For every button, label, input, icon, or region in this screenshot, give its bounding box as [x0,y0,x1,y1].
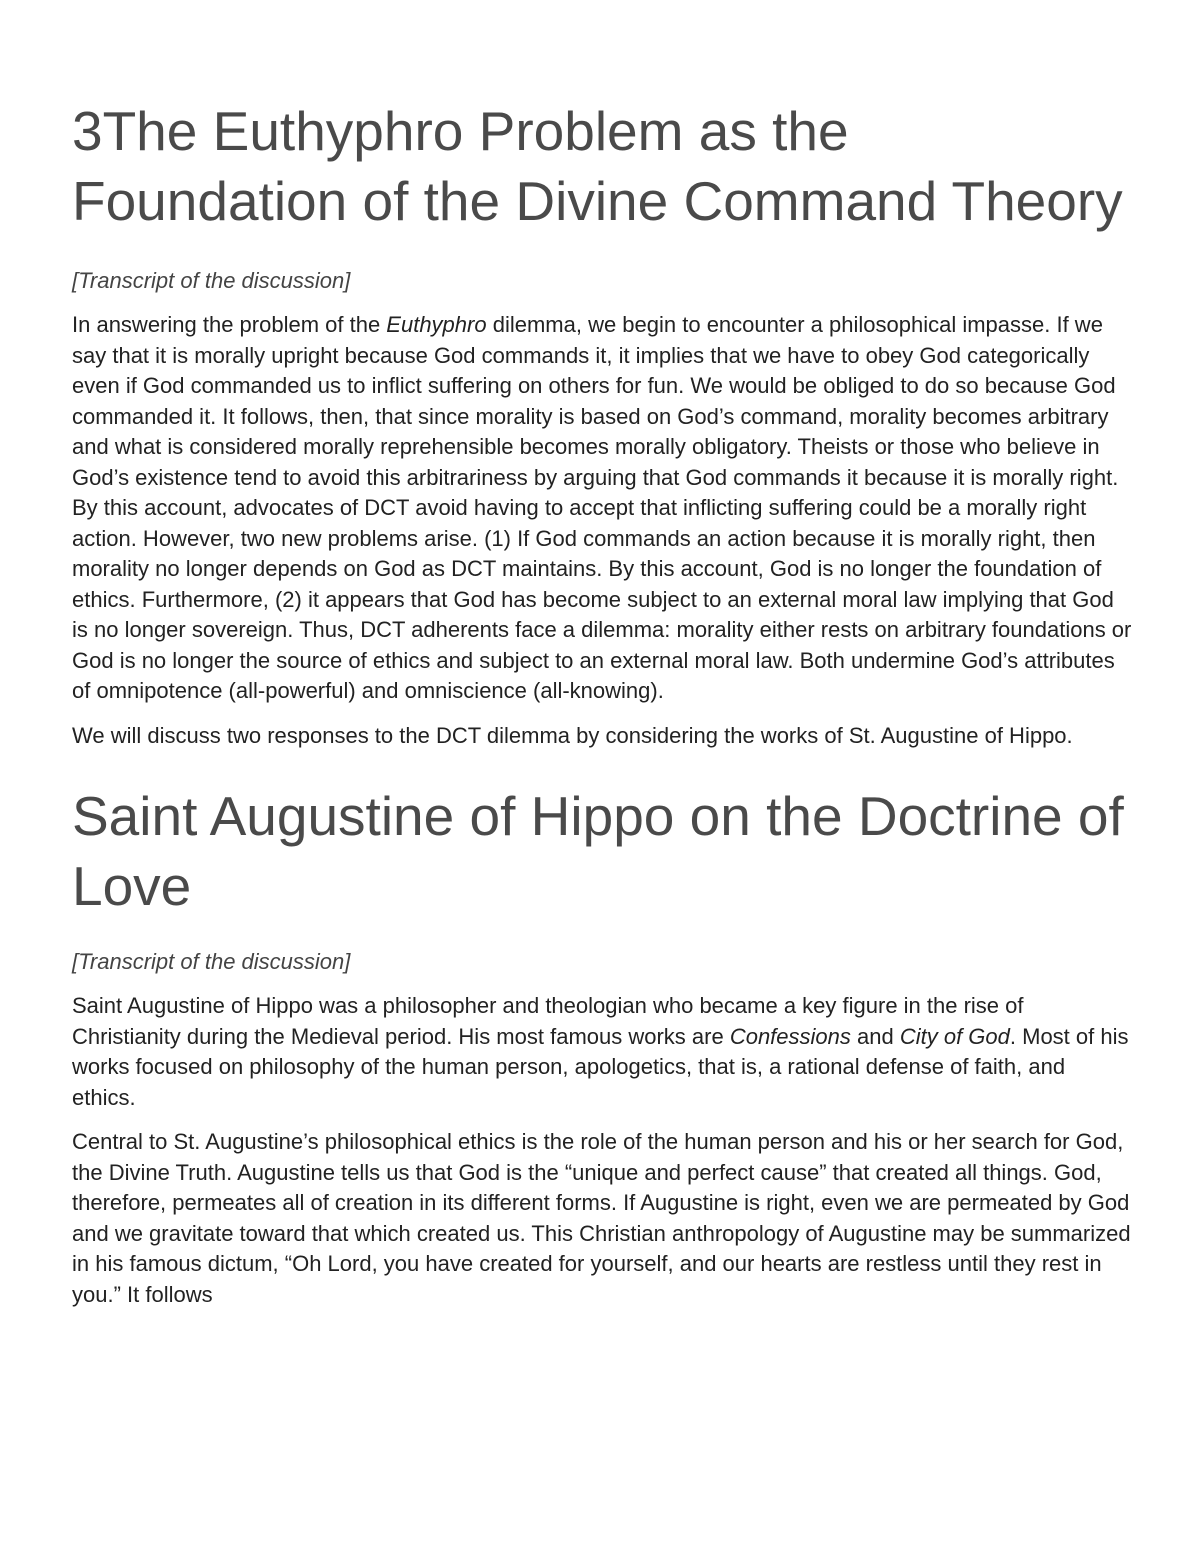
italic-title-confessions: Confessions [729,1023,851,1049]
paragraph-augustine-ethics: Central to St. Augustine’s philosophical ethics is the role of the human person and his or her search for God, the Divine Truth. Augustine tells us that God is the “unique and perfect cause” that created all things. God, therefore, permeates all of creation in its different forms. If Augustine is right, even we are permeated by God and we gravitate toward that which created us. This Christian anthropology of Augustine may be summarized in his famous dictum, “Oh Lord, you have created for yourself, and our hearts are restless until they rest in you.” It follows [72,1129,1131,1307]
italic-title-euthyphro: Euthyphro [386,312,487,337]
italic-title-city-of-god: City of God [899,1023,1010,1049]
text-run: and [850,1023,900,1049]
section-heading-augustine: Saint Augustine of Hippo on the Doctrine of Love [72,785,1124,917]
text-run: dilemma, we begin to encounter a philosophical impasse. If we say that it is morally upright because God commands it, it implies that we have to obey God categorically even if God commanded us to inflict suffering on others for fun. We would be obliged to do so because God commanded it. It follows, then, that since morality is based on God’s command, morality becomes arbitrary and what is considered morally reprehensible becomes morally obligatory. Theists or those who believe in God’s existence tend to avoid this arbitrariness by arguing that God commands it because it is morally right. By this account, advocates of DCT avoid having to accept that inflicting suffering could be a morally right action. However, two new problems arise. (1) If God commands an action because it is morally right, then morality no longer depends on God as DCT maintains. By this account, God is no longer the foundation of ethics. Furthermore, (2) it appears that God has become subject to an external moral law implying that God is no longer sovereign. Thus, DCT adherents face a dilemma: morality either rests on arbitrary foundations or God is no longer the source of ethics and subject to an external moral law. Both undermine God’s attributes of omnipotence (all-powerful) and omniscience (all-knowing). [72,312,1132,703]
text-run: In answering the problem of the [72,312,387,337]
transcript-note: [Transcript of the discussion] [72,949,351,974]
transcript-note: [Transcript of the discussion] [72,268,351,293]
text-run: . Most of his works focused on philosophy of the human person, apologetics, that is, a rational defense of faith, and ethics. [72,1023,1129,1110]
section-heading-euthyphro: 3The Euthyphro Problem as the Foundation of the Divine Command Theory [72,100,1123,232]
paragraph-euthyphro-dilemma [72,310,1134,707]
paragraph-augustine-intro [72,991,1134,1113]
document-page [72,96,1134,1324]
paragraph-dct-responses: We will discuss two responses to the DCT dilemma by considering the works of St. Augustine of Hippo. [72,722,1073,748]
text-run: Saint Augustine of Hippo was a philosopher and theologian who became a key figure in the rise of Christianity during the Medieval period. His most famous works are [72,993,1024,1049]
